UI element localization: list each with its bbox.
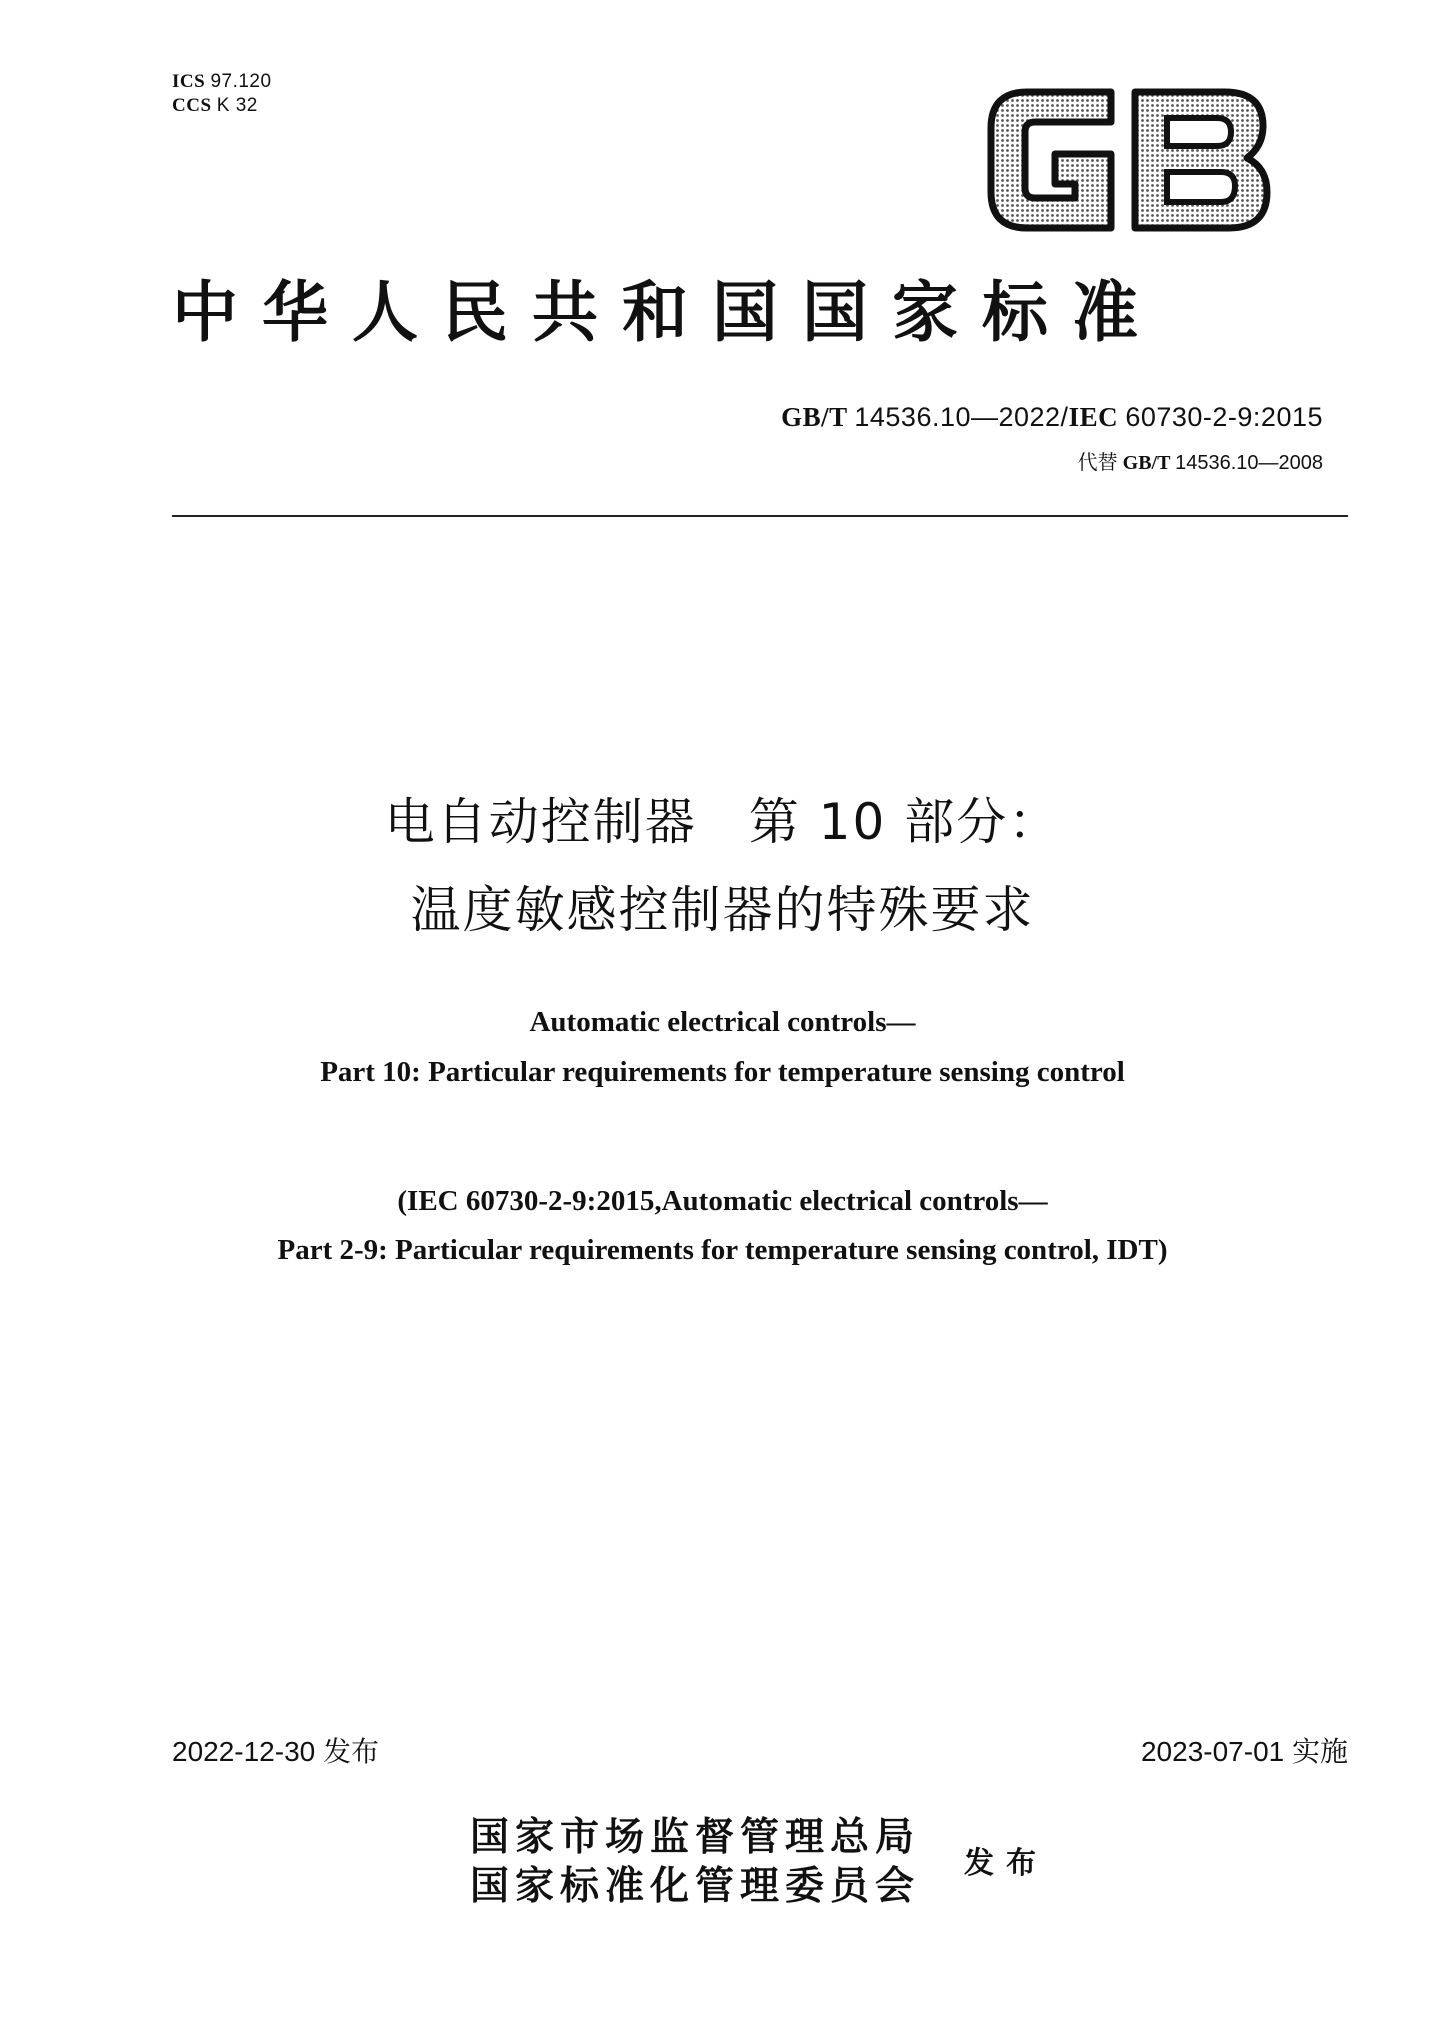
iec-code: 60730-2-9:2015 <box>1125 402 1323 432</box>
replaces-label: 代替 <box>1077 450 1118 474</box>
ics-code <box>172 70 272 93</box>
header-divider <box>172 515 1348 517</box>
chinese-title-line-1: 电自动控制器 第 10 部分： <box>384 793 1061 851</box>
issuer-samr: 国家市场监督管理总局 <box>470 1814 921 1860</box>
iec-prefix: IEC <box>1068 402 1119 432</box>
issue-date: 2022-12-30 发布 <box>172 1736 380 1767</box>
chinese-title-line-2: 温度敏感控制器的特殊要求 <box>410 881 1035 939</box>
issuer-sac: 国家标准化管理委员会 <box>470 1863 921 1909</box>
ccs-label: CCS <box>172 95 212 116</box>
standard-code: 14536.10—2022/ <box>854 402 1069 432</box>
replaces-prefix: GB/T <box>1122 452 1171 474</box>
replaces-code: 14536.10—2008 <box>1175 452 1323 474</box>
standard-number <box>781 402 1323 433</box>
ics-label: ICS <box>172 71 206 92</box>
ics-value: 97.120 <box>210 71 272 92</box>
ccs-value: K 32 <box>216 95 258 116</box>
publish-label: 发布 <box>964 1846 1048 1881</box>
standard-prefix: GB/T <box>781 402 848 432</box>
equivalence-line-2: Part 2-9: Particular requirements for temperature sensing control, IDT) <box>277 1234 1168 1266</box>
replaces-standard <box>1078 446 1323 475</box>
ccs-code <box>172 94 258 117</box>
english-title-line-2: Part 10: Particular requirements for temperature sensing control <box>320 1056 1125 1088</box>
gb-logo <box>985 88 1271 232</box>
national-standard-title: 中华人民共和国国家标准 <box>172 273 1162 351</box>
english-title-line-1: Automatic electrical controls— <box>529 1006 916 1038</box>
equivalence-line-1: (IEC 60730-2-9:2015,Automatic electrical controls— <box>397 1185 1048 1217</box>
implementation-date: 2023-07-01 实施 <box>1140 1736 1348 1767</box>
